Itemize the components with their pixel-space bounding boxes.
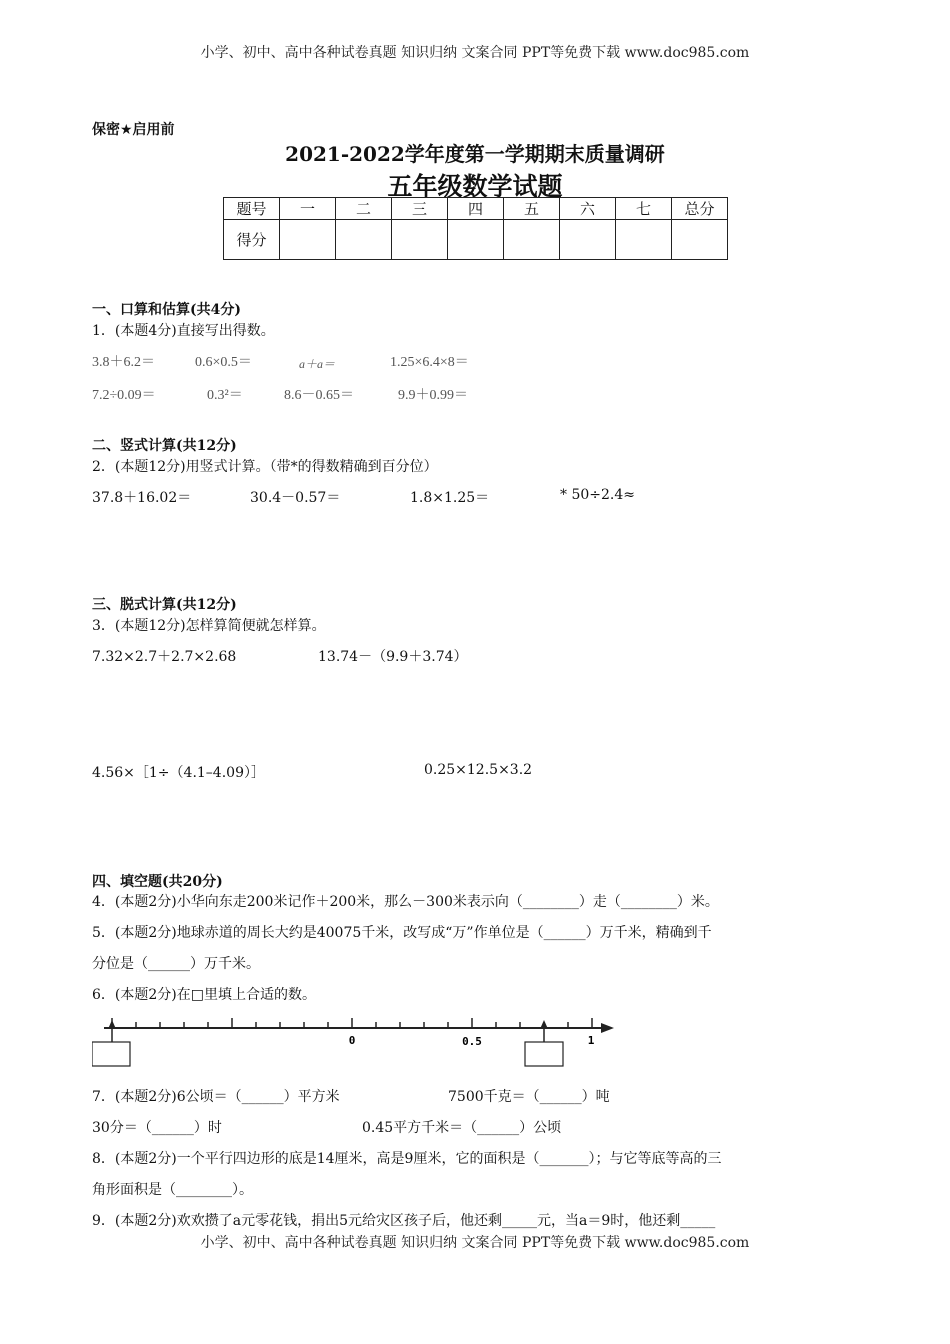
question-7-part2: 7500千克＝（______）吨	[448, 1089, 610, 1105]
section1-heading: 一、口算和估算(共4分)	[92, 302, 241, 318]
score-cell	[280, 220, 336, 260]
left-answer-box	[92, 1042, 130, 1066]
mental-calc-item: 1.25×6.4×8＝	[390, 355, 469, 370]
score-cell	[672, 220, 728, 260]
question-7-part4: 0.45平方千米＝（______）公顷	[362, 1120, 562, 1136]
stepwise-calc-item: 4.56×［1÷（4.1–4.09）］	[92, 765, 265, 781]
mental-calc-item: 7.2÷0.09＝	[92, 388, 156, 403]
score-header-cell: 六	[560, 198, 616, 220]
section4-heading: 四、填空题(共20分)	[92, 874, 223, 890]
score-table-score-row	[224, 220, 728, 260]
score-cell	[560, 220, 616, 260]
stepwise-calc-item: 0.25×12.5×3.2	[424, 762, 533, 778]
right-answer-box	[525, 1042, 563, 1066]
mental-calc-item: 3.8＋6.2＝	[92, 355, 155, 370]
score-header-cell: 总分	[672, 198, 728, 220]
score-row-label: 得分	[224, 220, 280, 260]
number-line-ticks	[112, 1018, 592, 1028]
vertical-calc-item: 1.8×1.25＝	[410, 490, 490, 506]
score-cell	[616, 220, 672, 260]
page-header: 小学、初中、高中各种试卷真题 知识归纳 文案合同 PPT等免费下载 www.doc985.com	[200, 45, 750, 61]
question-8-line1: 8．(本题2分)一个平行四边形的底是14厘米，高是9厘米，它的面积是（_______）；与它等底等高的三	[92, 1151, 722, 1167]
vertical-calc-item: 30.4－0.57＝	[250, 490, 341, 506]
score-header-cell: 五	[504, 198, 560, 220]
stepwise-calc-item: 7.32×2.7＋2.7×2.68	[92, 649, 237, 665]
vertical-calc-item: * 50÷2.4≈	[560, 487, 635, 503]
left-pointer-arrow	[108, 1020, 116, 1029]
score-cell	[336, 220, 392, 260]
question-3: 3．(本题12分)怎样算简便就怎样算。	[92, 618, 326, 634]
question-2: 2．(本题12分)用竖式计算。（带*的得数精确到百分位）	[92, 459, 438, 475]
question-9: 9．(本题2分)欢欢攒了a元零花钱，捐出5元给灾区孩子后，他还剩_____元，当a＝9时，他还剩_____	[92, 1213, 716, 1229]
number-line-label-1: 1	[587, 1034, 595, 1047]
number-line-label-0.5: 0.5	[462, 1035, 482, 1048]
question-5-line1: 5．(本题2分)地球赤道的周长大约是40075千米，改写成“万”作单位是（______）万千米，精确到千	[92, 925, 712, 941]
number-line-arrowhead	[601, 1023, 614, 1033]
number-line-figure	[92, 1008, 622, 1072]
question-7-part1: 7．(本题2分)6公顷＝（______）平方米	[92, 1089, 340, 1105]
score-header-cell: 七	[616, 198, 672, 220]
number-line-label-0: 0	[348, 1034, 356, 1047]
page-footer: 小学、初中、高中各种试卷真题 知识归纳 文案合同 PPT等免费下载 www.doc985.com	[200, 1235, 750, 1251]
score-cell	[504, 220, 560, 260]
question-7-part3: 30分＝（______）时	[92, 1120, 222, 1136]
question-5-line2: 分位是（______）万千米。	[92, 956, 260, 972]
question-4: 4．(本题2分)小华向东走200米记作＋200米，那么－300米表示向（________）走（________）米。	[92, 894, 719, 910]
score-header-cell: 一	[280, 198, 336, 220]
mental-calc-item: 0.3²＝	[207, 388, 243, 403]
score-cell	[448, 220, 504, 260]
score-header-cell: 四	[448, 198, 504, 220]
exam-subtitle: 五年级数学试题	[387, 172, 563, 201]
score-header-cell: 三	[392, 198, 448, 220]
score-table	[223, 197, 728, 260]
confidential-label: 保密★启用前	[92, 122, 175, 138]
score-cell	[392, 220, 448, 260]
question-8-line2: 角形面积是（________）。	[92, 1182, 253, 1198]
mental-calc-item: a＋a＝	[299, 357, 336, 371]
mental-calc-item: 8.6－0.65＝	[284, 388, 354, 403]
mental-calc-item: 0.6×0.5＝	[195, 355, 252, 370]
score-table-header-row	[224, 198, 728, 220]
score-header-cell: 题号	[224, 198, 280, 220]
question-1: 1．(本题4分)直接写出得数。	[92, 323, 275, 339]
exam-title: 2021-2022学年度第一学期期末质量调研	[285, 142, 665, 166]
section3-heading: 三、脱式计算(共12分)	[92, 597, 237, 613]
mental-calc-item: 9.9＋0.99＝	[398, 388, 468, 403]
stepwise-calc-item: 13.74－（9.9＋3.74）	[318, 649, 468, 665]
vertical-calc-item: 37.8＋16.02＝	[92, 490, 192, 506]
right-pointer-arrow	[540, 1020, 548, 1029]
question-6: 6．(本题2分)在□里填上合适的数。	[92, 987, 316, 1003]
score-header-cell: 二	[336, 198, 392, 220]
section2-heading: 二、竖式计算(共12分)	[92, 438, 237, 454]
